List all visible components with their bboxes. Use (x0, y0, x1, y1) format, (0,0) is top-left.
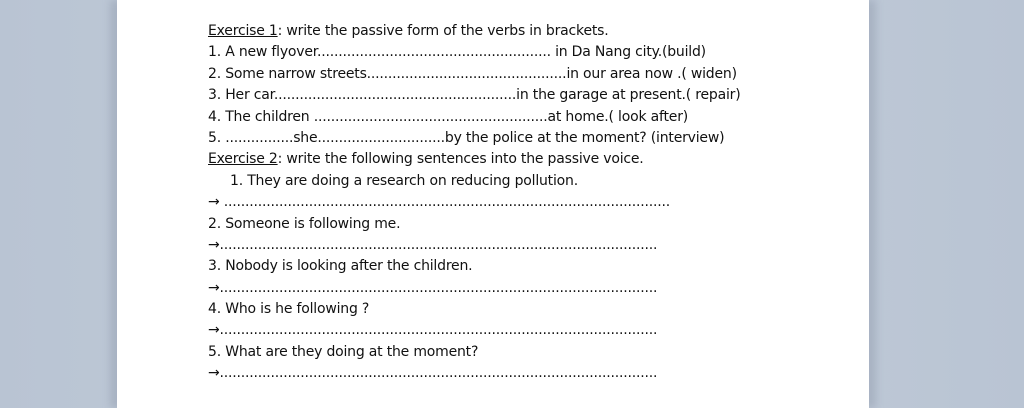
exercise-2-answer-line: → ......................................................................................................... (208, 194, 671, 211)
exercise-2-answer-line: →....................................................................................................... (208, 365, 658, 382)
exercise-2-answer-line: →....................................................................................................... (208, 236, 658, 253)
exercise-2-answer-line: →....................................................................................................... (208, 279, 658, 296)
exercise-2-heading (208, 149, 828, 170)
exercise-1-item: 1. A new flyover....................................................... in Da Nang city.(build) (208, 44, 706, 61)
exercise-1-label: Exercise 1 (208, 23, 278, 39)
exercise-2-question: 2. Someone is following me. (208, 215, 401, 232)
exercise-2-label: Exercise 2 (208, 151, 278, 168)
exercise-1-item: 4. The children .......................................................at home.( look after) (208, 108, 689, 125)
exercise-1-item: 3. Her car.........................................................in the garage at present.( repair) (208, 87, 741, 104)
exercise-2-question: 3. Nobody is looking after the children. (208, 258, 473, 275)
exercise-2-question: 1. They are doing a research on reducing pollution. (230, 172, 578, 189)
exercise-1-heading (208, 21, 828, 42)
exercise-2-question: 4. Who is he following ? (208, 301, 370, 318)
exercise-1-item: 2. Some narrow streets...............................................in our area now .( widen) (208, 65, 737, 82)
exercise-2-question: 5. What are they doing at the moment? (208, 343, 479, 360)
document-body (208, 21, 828, 385)
exercise-1-item: 5. ................she..............................by the police at the moment? (interview) (208, 129, 725, 146)
exercise-1-instruction: : write the passive form of the verbs in brackets. (277, 23, 609, 39)
exercise-2-instruction: : write the following sentences into the passive voice. (277, 151, 644, 168)
document-page (117, 0, 869, 408)
exercise-2-answer-line: →....................................................................................................... (208, 322, 658, 339)
